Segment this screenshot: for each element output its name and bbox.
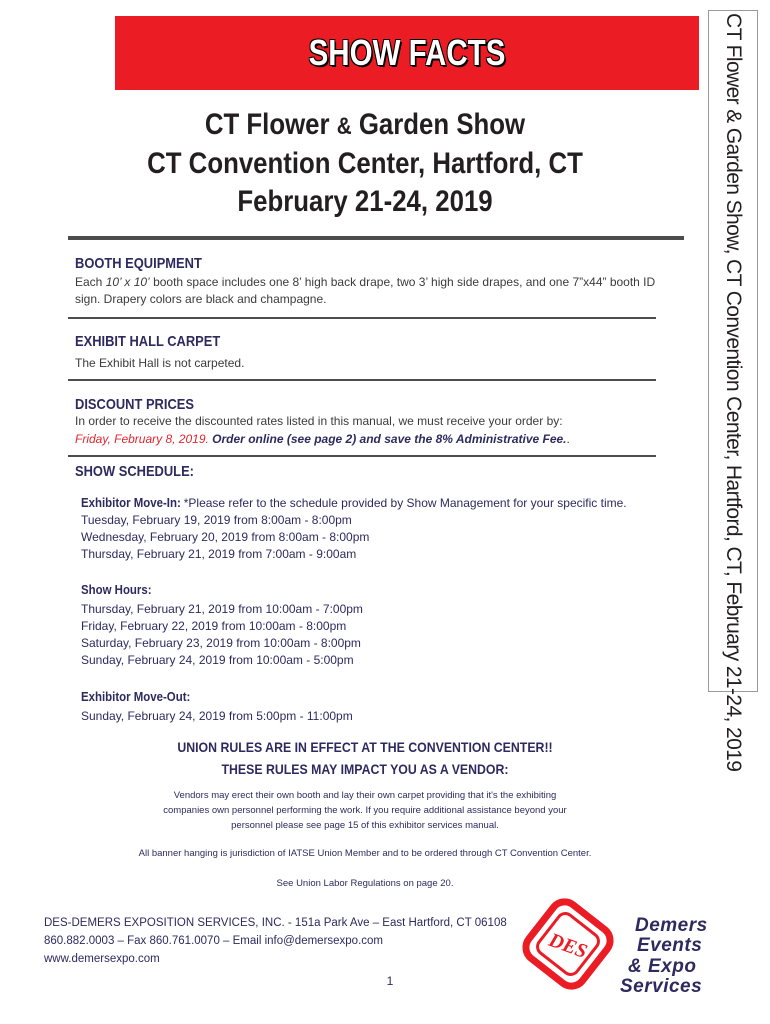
deadline-trail: . [566, 432, 570, 446]
booth-equipment-title: BOOTH EQUIPMENT [75, 255, 202, 272]
banner-title: SHOW FACTS [308, 32, 506, 73]
logo-word-expo: & Expo [628, 956, 697, 977]
union-rules-subheading: THESE RULES MAY IMPACT YOU AS A VENDOR: [221, 761, 509, 777]
order-online-note: Order online (see page 2) and save the 8% Administrative Fee. [208, 432, 567, 446]
discount-text: In order to receive the discounted rates listed in this manual, we must receive your order by: [75, 414, 563, 428]
order-deadline: Friday, February 8, 2019. [75, 432, 209, 446]
dates-heading: February 21-24, 2019 [237, 185, 493, 218]
show-facts-banner [115, 16, 699, 90]
show-schedule-title: SHOW SCHEDULE: [75, 463, 194, 480]
page-number: 1 [386, 974, 394, 988]
show-name-amp: & [336, 113, 352, 140]
company-website: www.demersexpo.com [44, 953, 160, 965]
banner-hanging-note: All banner hanging is jurisdiction of IATSE Union Member and to be ordered through CT Convention Center. [138, 848, 592, 859]
discount-deadline-line [75, 431, 570, 448]
logo-word-demers: Demers [635, 915, 708, 936]
union-paragraph-line: companies own personnel performing the work. If you require additional assistance beyond your [163, 805, 567, 816]
logo-mark-text: DES [545, 929, 591, 963]
section-divider [68, 379, 656, 381]
union-regulations-note: See Union Labor Regulations on page 20. [276, 878, 454, 889]
side-label: CT Flower & Garden Show, CT Convention Center, Hartford, CT, February 21-24, 2019 [722, 13, 745, 772]
move-out-day: Sunday, February 24, 2019 from 5:00pm - 11:00pm [81, 709, 353, 723]
union-rules-heading: UNION RULES ARE IN EFFECT AT THE CONVENTION CENTER!! [177, 739, 553, 755]
move-in-note: *Please refer to the schedule provided by Show Management for your specific time. [180, 496, 627, 510]
logo-word-services: Services [620, 976, 703, 997]
show-name-part2: Garden Show [351, 108, 526, 141]
exhibit-hall-carpet-title: EXHIBIT HALL CARPET [75, 333, 221, 350]
move-in-day: Thursday, February 21, 2019 from 7:00am - 9:00am [81, 547, 357, 561]
show-hours-day: Sunday, February 24, 2019 from 10:00am - 5:00pm [81, 653, 354, 667]
company-contact: 860.882.0003 – Fax 860.761.0070 – Email info@demersexpo.com [44, 935, 384, 947]
booth-line1-b: booth space includes one 8’ high back drape, two 3’ high side drapes, and one 7”x44” booth ID [149, 275, 656, 289]
move-in-header [81, 494, 627, 512]
discount-prices-title: DISCOUNT PRICES [75, 396, 194, 413]
move-in-title: Exhibitor Move-In: [81, 495, 181, 510]
show-hours-day: Saturday, February 23, 2019 from 10:00am - 8:00pm [81, 636, 361, 650]
logo-word-events: Events [637, 935, 703, 956]
union-paragraph-line: personnel please see page 15 of this exhibitor services manual. [231, 820, 499, 831]
booth-line1-a: Each [75, 275, 106, 289]
des-logo-icon [520, 892, 616, 1004]
union-paragraph-line: Vendors may erect their own booth and lay their own carpet providing that it's the exhibiting [173, 790, 557, 801]
exhibit-hall-carpet-text: The Exhibit Hall is not carpeted. [75, 356, 245, 370]
booth-equipment-line2: sign. Drapery colors are black and champagne. [75, 292, 327, 306]
booth-size: 10’ x 10’ [105, 275, 150, 289]
section-divider [68, 455, 656, 457]
demers-logo [520, 892, 760, 1004]
heading-divider [68, 236, 684, 240]
company-address: DES-DEMERS EXPOSITION SERVICES, INC. - 151a Park Ave – East Hartford, CT 06108 [44, 917, 507, 929]
show-hours-day: Thursday, February 21, 2019 from 10:00am - 7:00pm [81, 602, 363, 616]
show-name-heading [68, 108, 661, 142]
section-divider [68, 317, 656, 319]
venue-heading: CT Convention Center, Hartford, CT [147, 147, 583, 180]
move-out-title: Exhibitor Move-Out: [81, 689, 191, 704]
side-label-box [708, 10, 758, 772]
move-in-day: Wednesday, February 20, 2019 from 8:00am - 8:00pm [81, 530, 370, 544]
booth-equipment-line1 [75, 274, 655, 291]
show-hours-day: Friday, February 22, 2019 from 10:00am - 8:00pm [81, 619, 347, 633]
show-hours-title: Show Hours: [81, 582, 152, 597]
show-name-part1: CT Flower [204, 108, 337, 141]
move-in-day: Tuesday, February 19, 2019 from 8:00am - 8:00pm [81, 513, 352, 527]
